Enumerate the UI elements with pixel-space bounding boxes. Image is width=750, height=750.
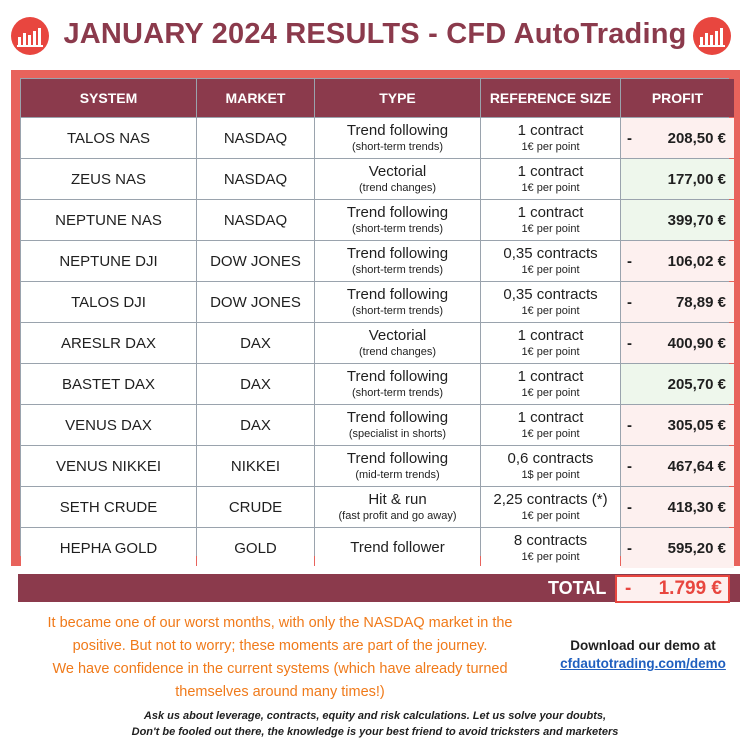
type-label: Trend following [346, 204, 449, 222]
total-sign: - [625, 578, 632, 599]
system-type [315, 118, 480, 158]
system-name: VENUS NIKKEI [21, 446, 196, 486]
type-label: Trend following [346, 450, 449, 468]
column-header-type: TYPE [315, 79, 480, 117]
profit-amount: 106,02 € [667, 252, 726, 270]
type-note: (short-term trends) [351, 264, 444, 277]
profit-value [621, 159, 734, 199]
column-header-market: MARKET [197, 79, 314, 117]
comment-line: themselves around many times!) [175, 684, 385, 700]
reference-size [481, 323, 620, 363]
profit-sign: - [627, 129, 632, 147]
profit-amount: 400,90 € [667, 334, 726, 352]
type-label: Trend following [346, 368, 449, 386]
monthly-comment [22, 612, 538, 704]
size-note: 1€ per point [521, 182, 580, 195]
system-name: ARESLR DAX [21, 323, 196, 363]
type-note: (fast profit and go away) [338, 510, 457, 523]
system-name: VENUS DAX [21, 405, 196, 445]
system-name: TALOS DJI [21, 282, 196, 322]
type-label: Vectorial [368, 163, 427, 181]
comment-line: positive. But not to worry; these moments are part of the journey. [72, 638, 488, 654]
profit-sign: - [627, 539, 632, 557]
type-label: Trend following [346, 409, 449, 427]
profit-value [621, 200, 734, 240]
size-note: 1€ per point [521, 510, 580, 523]
header [0, 0, 750, 70]
size-label: 1 contract [517, 163, 584, 181]
profit-value [621, 405, 734, 445]
footer-note [60, 708, 690, 740]
market-name: NASDAQ [197, 159, 314, 199]
size-note: 1€ per point [521, 141, 580, 154]
size-note: 1€ per point [521, 346, 580, 359]
profit-amount: 208,50 € [667, 129, 726, 147]
footer-line: Ask us about leverage, contracts, equity and risk calculations. Let us solve your doubts, [143, 710, 607, 722]
comment-line: It became one of our worst months, with only the NASDAQ market in the [47, 615, 513, 631]
results-table [20, 78, 729, 564]
type-label: Vectorial [368, 327, 427, 345]
system-name: SETH CRUDE [21, 487, 196, 527]
size-note: 1€ per point [521, 551, 580, 564]
system-type [315, 159, 480, 199]
profit-value [621, 487, 734, 527]
size-label: 1 contract [517, 368, 584, 386]
profit-value [621, 241, 734, 281]
column-header-reference-size: REFERENCE SIZE [481, 79, 620, 117]
market-name: DAX [197, 364, 314, 404]
market-name: DOW JONES [197, 282, 314, 322]
profit-value [621, 118, 734, 158]
size-note: 1€ per point [521, 264, 580, 277]
system-type [315, 487, 480, 527]
size-label: 2,25 contracts (*) [493, 491, 608, 509]
type-label: Trend following [346, 245, 449, 263]
profit-value [621, 282, 734, 322]
reference-size [481, 241, 620, 281]
system-type [315, 446, 480, 486]
system-name: TALOS NAS [21, 118, 196, 158]
profit-sign: - [627, 334, 632, 352]
system-type [315, 241, 480, 281]
system-type [315, 364, 480, 404]
market-name: NASDAQ [197, 118, 314, 158]
profit-value [621, 528, 734, 568]
reference-size [481, 200, 620, 240]
profit-value [621, 323, 734, 363]
profit-sign: - [627, 293, 632, 311]
chart-bars-logo-icon [693, 17, 731, 55]
column-header-profit: PROFIT [621, 79, 734, 117]
profit-amount: 177,00 € [667, 170, 726, 188]
chart-bars-logo-icon [11, 17, 49, 55]
type-note: (mid-term trends) [355, 469, 440, 482]
system-type [315, 405, 480, 445]
size-label: 1 contract [517, 204, 584, 222]
market-name: DOW JONES [197, 241, 314, 281]
system-type [315, 200, 480, 240]
reference-size [481, 446, 620, 486]
market-name: NASDAQ [197, 200, 314, 240]
size-label: 8 contracts [513, 532, 588, 550]
type-label: Trend following [346, 122, 449, 140]
size-note: 1€ per point [521, 428, 580, 441]
system-type [315, 282, 480, 322]
profit-sign: - [627, 498, 632, 516]
reference-size [481, 282, 620, 322]
comment-line: We have confidence in the current systems (which have already turned [52, 661, 508, 677]
system-name: BASTET DAX [21, 364, 196, 404]
profit-amount: 418,30 € [667, 498, 726, 516]
market-name: GOLD [197, 528, 314, 568]
market-name: NIKKEI [197, 446, 314, 486]
type-note: (trend changes) [358, 346, 437, 359]
reference-size [481, 118, 620, 158]
system-name: HEPHA GOLD [21, 528, 196, 568]
size-label: 0,35 contracts [503, 286, 598, 304]
profit-amount: 305,05 € [667, 416, 726, 434]
type-label: Trend following [346, 286, 449, 304]
type-note: (short-term trends) [351, 305, 444, 318]
system-name: NEPTUNE DJI [21, 241, 196, 281]
size-note: 1€ per point [521, 305, 580, 318]
profit-amount: 595,20 € [667, 539, 726, 557]
footer-line: Don't be fooled out there, the knowledge is your best friend to avoid tricksters and marketers [131, 726, 619, 738]
type-note: (short-term trends) [351, 387, 444, 400]
size-note: 1€ per point [521, 223, 580, 236]
total-label: TOTAL [548, 578, 607, 598]
size-label: 1 contract [517, 122, 584, 140]
size-label: 1 contract [517, 327, 584, 345]
size-note: 1€ per point [521, 387, 580, 400]
profit-value [621, 364, 734, 404]
reference-size [481, 405, 620, 445]
page-title: JANUARY 2024 RESULTS - CFD AutoTrading [63, 18, 687, 50]
system-name: NEPTUNE NAS [21, 200, 196, 240]
market-name: CRUDE [197, 487, 314, 527]
demo-title: Download our demo at [570, 638, 716, 653]
reference-size [481, 528, 620, 568]
type-label: Hit & run [368, 491, 427, 509]
reference-size [481, 487, 620, 527]
profit-amount: 205,70 € [667, 375, 726, 393]
system-type [315, 323, 480, 363]
profit-amount: 399,70 € [667, 211, 726, 229]
size-note: 1$ per point [521, 469, 580, 482]
reference-size [481, 159, 620, 199]
type-note: (specialist in shorts) [348, 428, 447, 441]
market-name: DAX [197, 405, 314, 445]
reference-size [481, 364, 620, 404]
size-label: 1 contract [517, 409, 584, 427]
profit-amount: 467,64 € [667, 457, 726, 475]
size-label: 0,35 contracts [503, 245, 598, 263]
total-value: 1.799 € [658, 578, 722, 599]
type-label: Trend follower [350, 539, 445, 557]
total-value-box [615, 575, 730, 603]
profit-sign: - [627, 252, 632, 270]
system-name: ZEUS NAS [21, 159, 196, 199]
type-note: (short-term trends) [351, 223, 444, 236]
system-type [315, 528, 480, 568]
profit-value [621, 446, 734, 486]
type-note: (short-term trends) [351, 141, 444, 154]
demo-link[interactable]: cfdautotrading.com/demo [560, 656, 726, 671]
size-label: 0,6 contracts [507, 450, 594, 468]
profit-sign: - [627, 457, 632, 475]
type-note: (trend changes) [358, 182, 437, 195]
column-header-system: SYSTEM [21, 79, 196, 117]
profit-sign: - [627, 416, 632, 434]
market-name: DAX [197, 323, 314, 363]
profit-amount: 78,89 € [675, 293, 726, 311]
